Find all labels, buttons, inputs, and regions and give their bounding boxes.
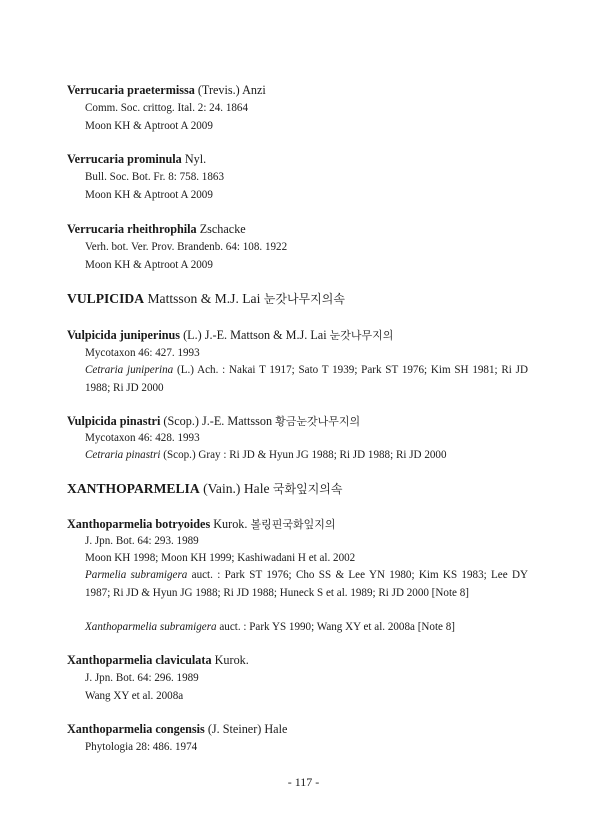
species-name: Xanthoparmelia botryoides [67, 517, 211, 531]
synonym-line [85, 446, 528, 464]
synonym-line [85, 566, 528, 602]
synonym-name: Cetraria pinastri [85, 449, 161, 461]
species-author: (L.) J.-E. Mattson & M.J. Lai [183, 328, 327, 342]
reference-line: Phytologia 28: 486. 1974 [85, 741, 198, 753]
reference-line: Moon KH & Aptroot A 2009 [85, 259, 213, 271]
reference-line: J. Jpn. Bot. 64: 296. 1989 [85, 672, 199, 684]
synonym-name: Xanthoparmelia subramigera [85, 621, 217, 633]
species-korean-name: 볼링핀국화잎지의 [250, 518, 336, 531]
species-heading [67, 413, 567, 430]
species-korean-name: 눈갓나무지의 [329, 329, 394, 342]
synonym-name: Parmelia subramigera [85, 569, 188, 581]
page-number: - 117 - [287, 775, 320, 789]
species-heading [67, 327, 567, 344]
species-author: Kurok. [213, 517, 248, 531]
species-name: Verrucaria rheithrophila [67, 222, 197, 236]
species-author: (J. Steiner) Hale [207, 722, 288, 736]
synonym-citations: auct. : Park YS 1990; Wang XY et al. 2008a [Note 8] [219, 621, 455, 633]
species-author: Zschacke [199, 222, 246, 236]
reference-line: Wang XY et al. 2008a [85, 690, 184, 702]
reference-line: Mycotaxon 46: 428. 1993 [85, 432, 200, 444]
synonym-line [85, 361, 528, 397]
species-name: Xanthoparmelia congensis [67, 722, 205, 736]
synonym-line [85, 618, 528, 636]
reference-line: Moon KH & Aptroot A 2009 [85, 120, 213, 132]
species-author: Kurok. [214, 653, 249, 667]
species-heading [67, 151, 567, 167]
synonym-citations: (Scop.) Gray : Ri JD & Hyun JG 1988; Ri JD 1988; Ri JD 2000 [163, 449, 447, 461]
species-author: (Trevis.) Anzi [197, 83, 266, 97]
genus-korean-name: 눈갓나무지의속 [263, 292, 345, 306]
genus-heading [67, 480, 567, 498]
genus-heading [67, 290, 567, 308]
reference-line: Bull. Soc. Bot. Fr. 8: 758. 1863 [85, 171, 224, 183]
genus-korean-name: 국화잎지의속 [272, 482, 343, 496]
species-name: Vulpicida juniperinus [67, 328, 181, 342]
reference-line: Moon KH & Aptroot A 2009 [85, 189, 213, 201]
species-heading [67, 721, 567, 737]
reference-line: J. Jpn. Bot. 64: 293. 1989 [85, 535, 199, 547]
genus-name: VULPICIDA [67, 291, 145, 306]
synonym-citations: (L.) Ach. : Nakai T 1917; Sato T 1939; Park ST 1976; Kim SH 1981; Ri JD 1988; Ri JD 2000 [85, 364, 528, 394]
synonym-name: Cetraria juniperina [85, 364, 174, 376]
species-author: (Scop.) J.-E. Mattsson [163, 414, 273, 428]
species-name: Verrucaria prominula [67, 152, 182, 166]
reference-line: Verh. bot. Ver. Prov. Brandenb. 64: 108. 1922 [85, 241, 288, 253]
species-name: Xanthoparmelia claviculata [67, 653, 212, 667]
species-korean-name: 황금눈갓나무지의 [275, 415, 361, 428]
species-heading [67, 82, 567, 98]
species-name: Verrucaria praetermissa [67, 83, 195, 97]
genus-author: Mattsson & M.J. Lai [147, 291, 261, 306]
reference-line: Mycotaxon 46: 427. 1993 [85, 347, 200, 359]
genus-author: (Vain.) Hale [203, 481, 270, 496]
reference-line: Moon KH 1998; Moon KH 1999; Kashiwadani H et al. 2002 [85, 552, 356, 564]
species-author: Nyl. [184, 152, 207, 166]
species-name: Vulpicida pinastri [67, 414, 161, 428]
species-heading [67, 652, 567, 668]
species-heading [67, 516, 567, 533]
genus-name: XANTHOPARMELIA [67, 481, 200, 496]
species-heading [67, 221, 567, 237]
reference-line: Comm. Soc. crittog. Ital. 2: 24. 1864 [85, 102, 249, 114]
synonym-citations: auct. : Park ST 1976; Cho SS & Lee YN 1980; Kim KS 1983; Lee DY 1987; Ri JD & Hyun JG 1988; Ri JD 1988; Huneck S et al. 1989; Ri JD 2000 [Note 8] [85, 569, 529, 599]
